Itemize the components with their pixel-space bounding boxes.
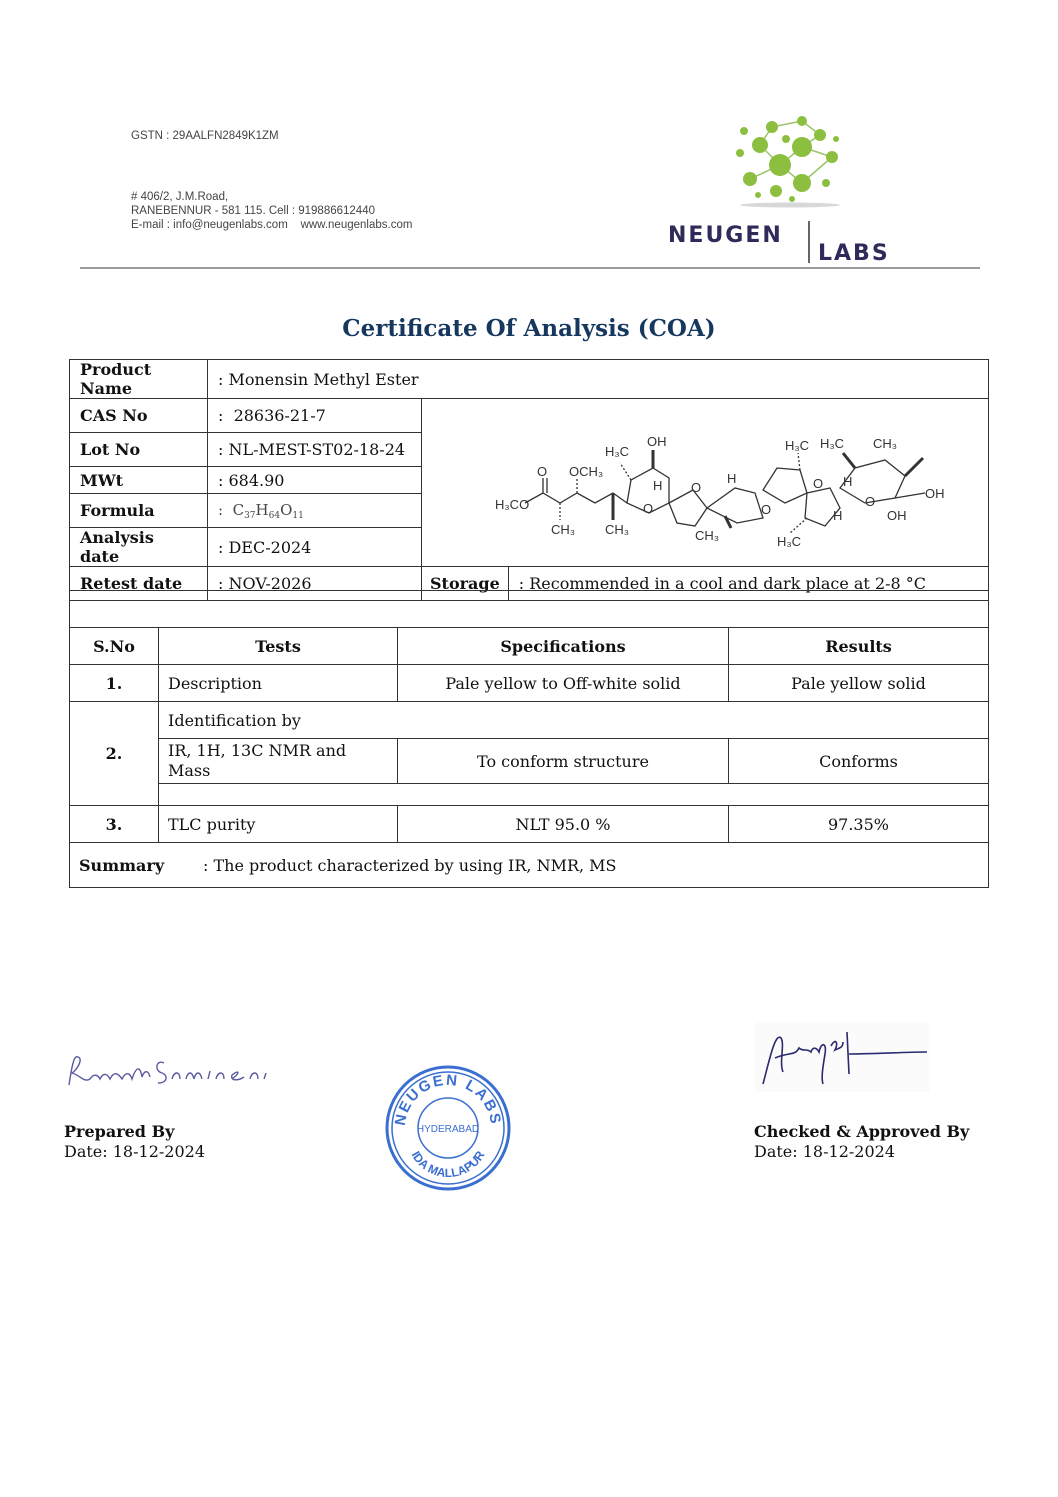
- stamp-top-text: NEUGEN LABS: [391, 1071, 505, 1127]
- company-stamp: [383, 1060, 513, 1195]
- header-specifications: Specifications: [398, 628, 729, 665]
- spacer-row: [70, 591, 989, 628]
- summary-value: : The product characterized by using IR, NMR, MS: [203, 855, 617, 875]
- summary-label: Summary: [79, 855, 165, 875]
- svg-text:H₃C: H₃C: [777, 533, 802, 549]
- svg-text:OCH₃: OCH₃: [569, 463, 604, 479]
- test-row-1: [70, 665, 989, 702]
- analysis-date-label: Analysis date: [70, 528, 208, 567]
- product-name-value: : Monensin Methyl Ester: [208, 360, 989, 399]
- header-divider: [80, 267, 980, 269]
- header-tests: Tests: [159, 628, 398, 665]
- prepared-by-block: [64, 1122, 205, 1162]
- svg-text:H₃C: H₃C: [605, 443, 630, 459]
- approved-by-label: Checked & Approved By: [754, 1122, 970, 1141]
- approved-by-signature: [755, 1022, 930, 1092]
- test-row-2-title: [70, 702, 989, 739]
- row-1-result: Pale yellow solid: [729, 665, 989, 702]
- row-1-spec: Pale yellow to Off-white solid: [398, 665, 729, 702]
- svg-text:CH₃: CH₃: [551, 521, 576, 537]
- stamp-bottom-text: IDA MALLAPUR: [408, 1148, 488, 1181]
- test-row-2-spacer: [70, 784, 989, 806]
- approved-by-date: Date: 18-12-2024: [754, 1142, 895, 1161]
- logo-divider: [808, 221, 810, 263]
- row-3-test: TLC purity: [159, 806, 398, 843]
- product-name-row: [70, 360, 989, 399]
- svg-text:O: O: [761, 501, 772, 517]
- svg-text:H: H: [843, 473, 853, 489]
- svg-text:O: O: [691, 479, 702, 495]
- retest-date-label: Retest date: [70, 567, 208, 601]
- test-row-2: [70, 739, 989, 784]
- product-info-table: [69, 359, 989, 601]
- address-line-1: # 406/2, J.M.Road,: [131, 191, 229, 203]
- svg-text:CH₃: CH₃: [873, 435, 898, 451]
- row-3-result: 97.35%: [729, 806, 989, 843]
- mwt-label: MWt: [70, 467, 208, 494]
- svg-text:CH₃: CH₃: [695, 527, 720, 543]
- svg-text:IDA MALLAPUR: [409, 1148, 488, 1180]
- storage-value: : Recommended in a cool and dark place at 2-8 °C: [508, 567, 988, 601]
- row-1-sno: 1.: [70, 665, 159, 702]
- header-results: Results: [729, 628, 989, 665]
- svg-text:CH₃: CH₃: [605, 521, 630, 537]
- svg-text:H: H: [653, 477, 663, 493]
- row-2-test: IR, 1H, 13C NMR and Mass: [159, 739, 398, 784]
- row-2-spec: To conform structure: [398, 739, 729, 784]
- svg-text:O: O: [643, 500, 654, 516]
- svg-text:OH: OH: [887, 507, 907, 523]
- test-row-3: [70, 806, 989, 843]
- tests-table: [69, 590, 989, 888]
- lot-label: Lot No: [70, 433, 208, 467]
- company-address: [131, 190, 412, 232]
- logo-text-labs: LABS: [818, 241, 890, 266]
- mwt-value: : 684.90: [208, 467, 422, 494]
- cas-row: [70, 399, 989, 433]
- website-link[interactable]: www.neugenlabs.com: [300, 219, 413, 231]
- cas-label: CAS No: [70, 399, 208, 433]
- summary-cell: [70, 843, 989, 888]
- product-name-label: Product Name: [70, 360, 208, 399]
- row-2-sno: 2.: [70, 702, 159, 806]
- formula-label: Formula: [70, 494, 208, 528]
- summary-row: [70, 843, 989, 888]
- svg-text:H: H: [833, 507, 843, 523]
- page-title: Certificate Of Analysis (COA): [342, 315, 716, 342]
- prepared-by-signature: [64, 1045, 284, 1095]
- contact-line: [131, 218, 412, 232]
- stamp-center-text: HYDERABAD: [416, 1124, 480, 1135]
- svg-text:OH: OH: [647, 433, 667, 449]
- retest-date-value: : NOV-2026: [208, 567, 422, 601]
- monensin-structure-diagram: [455, 408, 955, 558]
- formula-value: : $C_{37}H_{64}O_{11}$: [208, 494, 422, 528]
- tests-header-row: [70, 628, 989, 665]
- storage-label: Storage: [422, 567, 509, 601]
- lot-value: : NL-MEST-ST02-18-24: [208, 433, 422, 467]
- svg-text:O: O: [813, 475, 824, 491]
- row-1-test: Description: [159, 665, 398, 702]
- header-sno: S.No: [70, 628, 159, 665]
- approved-by-block: [754, 1122, 969, 1162]
- svg-text:H₃C: H₃C: [785, 437, 810, 453]
- chemical-structure: [422, 399, 989, 567]
- row-3-spec: NLT 95.0 %: [398, 806, 729, 843]
- row-3-sno: 3.: [70, 806, 159, 843]
- row-2-test-title: Identification by: [159, 702, 989, 739]
- svg-text:O: O: [537, 463, 548, 479]
- svg-text:O: O: [865, 493, 876, 509]
- molecule-logo-icon: [720, 105, 870, 210]
- analysis-date-value: : DEC-2024: [208, 528, 422, 567]
- svg-text:H₃C: H₃C: [820, 435, 845, 451]
- address-line-2: RANEBENNUR - 581 115. Cell : 919886612440: [131, 205, 375, 217]
- structure-label-h3co: H₃CO: [495, 496, 530, 512]
- logo-text-neugen: NEUGEN: [668, 223, 783, 248]
- cas-value: : 28636-21-7: [208, 399, 422, 433]
- svg-text:OH: OH: [925, 485, 945, 501]
- row-2-result: Conforms: [729, 739, 989, 784]
- gstn-number: GSTN : 29AALFN2849K1ZM: [131, 130, 279, 142]
- svg-text:H: H: [727, 470, 737, 486]
- prepared-by-date: Date: 18-12-2024: [64, 1142, 205, 1161]
- prepared-by-label: Prepared By: [64, 1122, 175, 1141]
- company-logo: [660, 105, 920, 265]
- email-text: E-mail : info@neugenlabs.com: [131, 219, 288, 231]
